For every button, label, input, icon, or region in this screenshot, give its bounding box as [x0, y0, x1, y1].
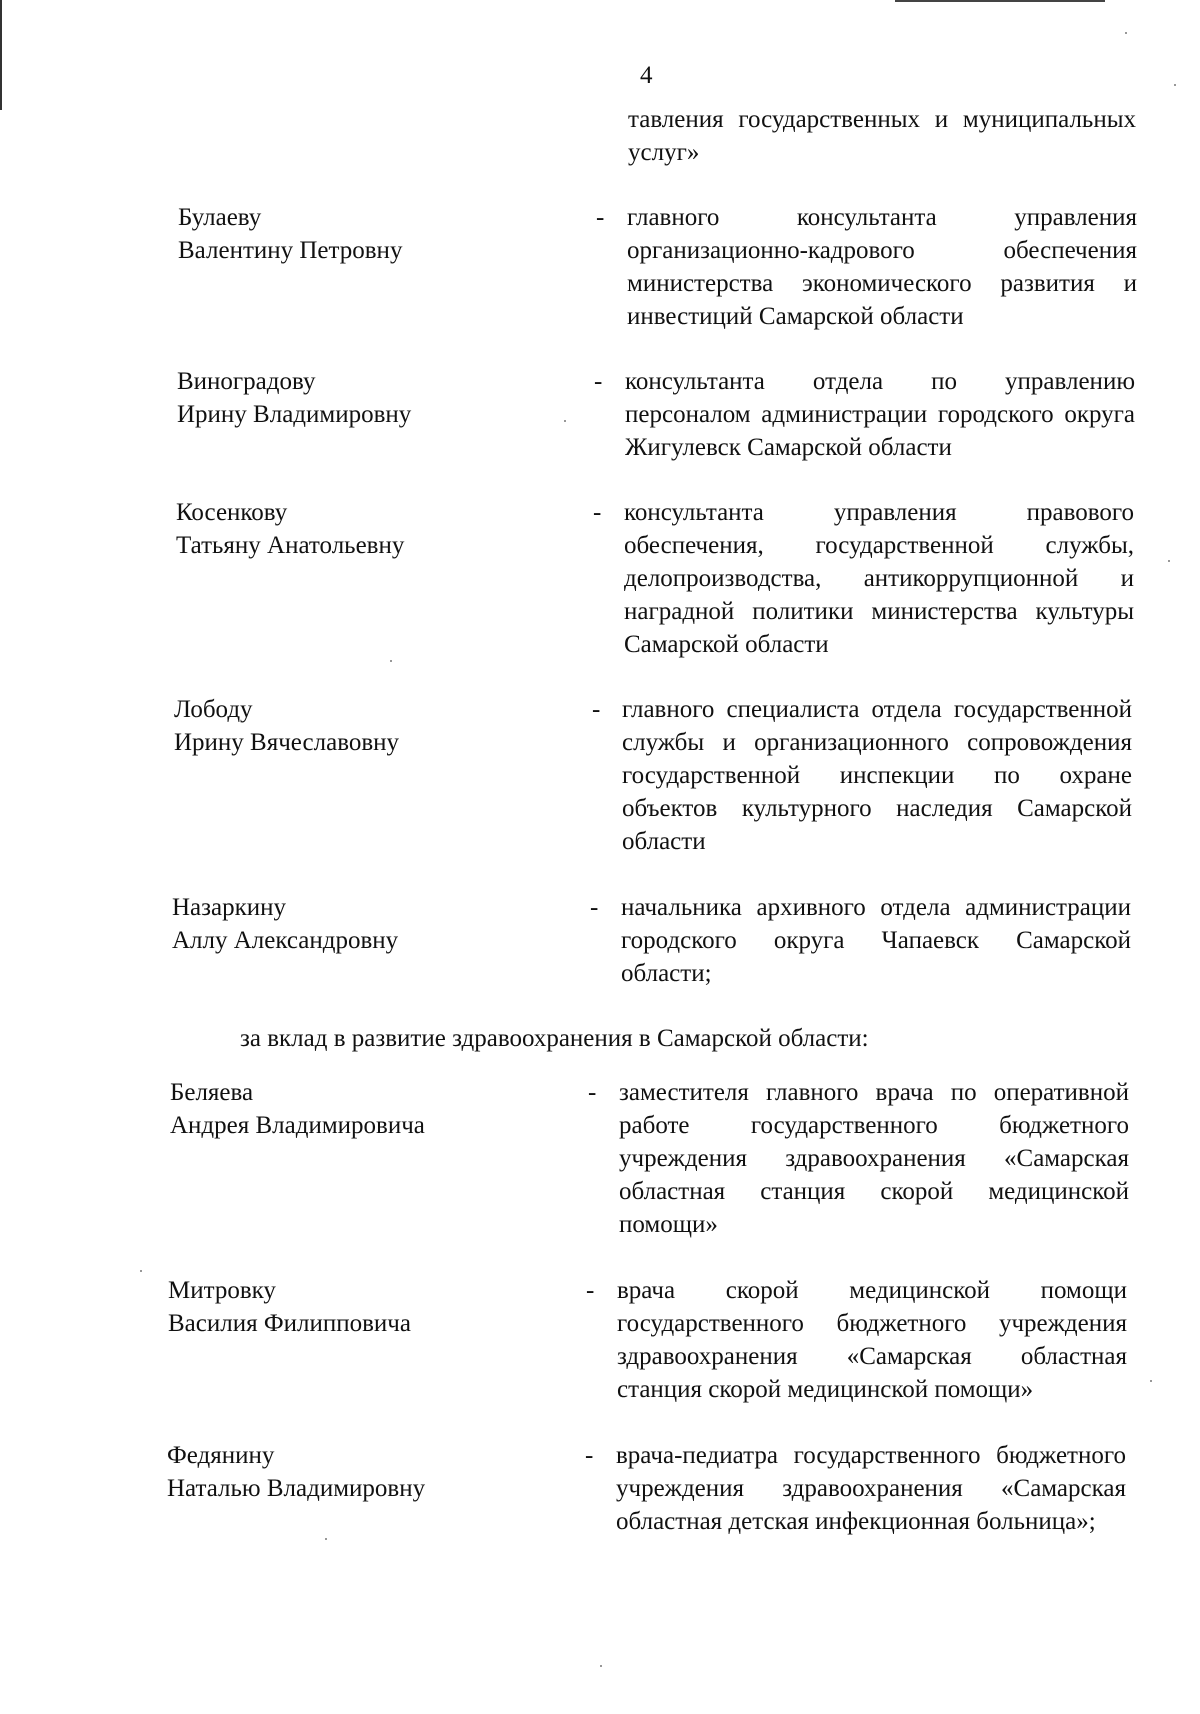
person-given-names: Татьяну Анатольевну	[176, 532, 405, 559]
entry-dash: -	[590, 894, 599, 921]
person-given-names: Андрея Владимировича	[170, 1112, 425, 1139]
scan-speck	[1125, 32, 1127, 34]
entry-description: главного специалиста отдела государственной службы и организационного сопровождения государственной инспекции по охране объектов культурного наследия Самарской области	[622, 696, 1132, 855]
scan-speck	[390, 660, 392, 662]
person-surname: Митровку	[168, 1277, 276, 1304]
scan-speck	[1150, 1380, 1152, 1382]
entry-dash: -	[588, 1079, 597, 1106]
person-given-names: Ирину Вячеславовну	[174, 729, 400, 756]
person-surname: Беляева	[170, 1079, 254, 1106]
scan-speck	[600, 1665, 602, 1667]
person-given-names: Валентину Петровну	[178, 237, 403, 264]
person-surname: Булаеву	[178, 204, 262, 231]
entry-description: начальника архивного отдела администрации городского округа Чапаевск Самарской области;	[621, 894, 1131, 987]
scan-speck	[325, 1538, 327, 1540]
person-given-names: Ирину Владимировну	[177, 401, 412, 428]
page-number: 4	[640, 62, 653, 89]
entry-description: врача-педиатра государственного бюджетного учреждения здравоохранения «Самарская областная детская инфекционная больница»;	[616, 1442, 1126, 1535]
scan-speck	[564, 420, 566, 422]
scan-edge-mark	[0, 0, 2, 110]
entry-description: тавления государственных и муниципальных услуг»	[628, 106, 1136, 166]
entry-dash: -	[596, 204, 605, 231]
person-surname: Федянину	[167, 1442, 275, 1469]
entry-dash: -	[586, 1277, 595, 1304]
section-heading: за вклад в развитие здравоохранения в Самарской области:	[240, 1025, 869, 1052]
scan-speck	[140, 1270, 142, 1272]
entry-dash: -	[594, 368, 603, 395]
scan-speck	[1174, 84, 1176, 86]
scan-top-line	[895, 0, 1105, 2]
entry-description: заместителя главного врача по оперативной работе государственного бюджетного учреждения здравоохранения «Самарская областная станция скорой медицинской помощи»	[619, 1079, 1129, 1238]
person-surname: Лободу	[174, 696, 253, 723]
scan-speck	[1168, 560, 1170, 562]
entry-description: главного консультанта управления организационно-кадрового обеспечения министерства экономического развития и инвестиций Самарской области	[627, 204, 1137, 330]
person-given-names: Василия Филипповича	[168, 1310, 411, 1337]
person-surname: Назаркину	[172, 894, 287, 921]
person-surname: Косенкову	[176, 499, 288, 526]
entry-description: консультанта отдела по управлению персоналом администрации городского округа Жигулевск Самарской области	[625, 368, 1135, 461]
person-given-names: Аллу Александровну	[172, 927, 399, 954]
entry-dash: -	[593, 499, 602, 526]
entry-dash: -	[592, 696, 601, 723]
entry-description: врача скорой медицинской помощи государственного бюджетного учреждения здравоохранения «Самарская областная станция скорой медицинской помощи»	[617, 1277, 1127, 1403]
person-surname: Виноградову	[177, 368, 316, 395]
entry-description: консультанта управления правового обеспечения, государственной службы, делопроизводства, антикоррупционной и наградной политики министерства культуры Самарской области	[624, 499, 1134, 658]
person-given-names: Наталью Владимировну	[167, 1475, 426, 1502]
entry-dash: -	[585, 1442, 594, 1469]
